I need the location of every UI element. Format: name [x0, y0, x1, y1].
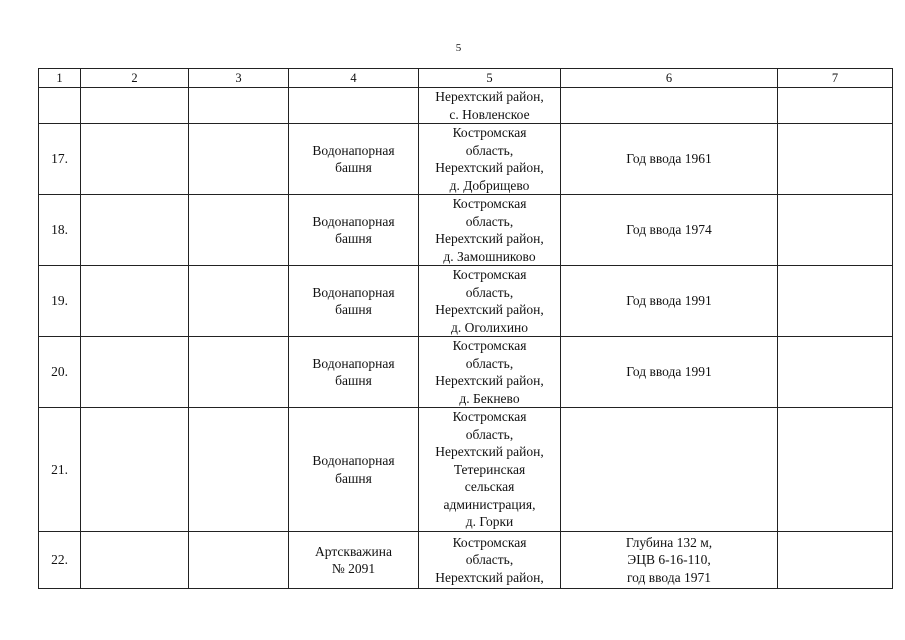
row-number: 17. [39, 124, 81, 195]
object-name [289, 88, 419, 124]
object-name: Артскважина № 2091 [289, 532, 419, 589]
objects-table [38, 68, 893, 589]
column-header: 2 [81, 69, 189, 88]
cell-col3 [189, 88, 289, 124]
table-row [39, 266, 893, 337]
cell-col7 [778, 124, 893, 195]
cell-col2 [81, 337, 189, 408]
row-number: 18. [39, 195, 81, 266]
cell-col7 [778, 408, 893, 532]
object-info: Год ввода 1991 [561, 337, 778, 408]
cell-col3 [189, 266, 289, 337]
object-info: Год ввода 1974 [561, 195, 778, 266]
table-row [39, 532, 893, 589]
object-address: Костромская область, Нерехтский район, Тетеринская сельская администрация, д. Горки [419, 408, 561, 532]
row-number: 19. [39, 266, 81, 337]
cell-col7 [778, 532, 893, 589]
table-row [39, 88, 893, 124]
object-info [561, 88, 778, 124]
cell-col2 [81, 532, 189, 589]
column-header: 1 [39, 69, 81, 88]
cell-col2 [81, 88, 189, 124]
cell-col3 [189, 337, 289, 408]
cell-col3 [189, 195, 289, 266]
object-info [561, 408, 778, 532]
cell-col2 [81, 195, 189, 266]
object-address: Костромская область, Нерехтский район, д. Бекнево [419, 337, 561, 408]
cell-col2 [81, 408, 189, 532]
cell-col7 [778, 337, 893, 408]
object-info: Год ввода 1961 [561, 124, 778, 195]
object-name: Водонапорная башня [289, 124, 419, 195]
cell-col7 [778, 88, 893, 124]
column-number-row [39, 69, 893, 88]
cell-col7 [778, 195, 893, 266]
object-name: Водонапорная башня [289, 408, 419, 532]
object-info: Глубина 132 м, ЭЦВ 6-16-110, год ввода 1971 [561, 532, 778, 589]
object-name: Водонапорная башня [289, 266, 419, 337]
object-address: Костромская область, Нерехтский район, д. Оголихино [419, 266, 561, 337]
cell-col2 [81, 266, 189, 337]
object-address: Нерехтский район, с. Новленское [419, 88, 561, 124]
cell-col3 [189, 532, 289, 589]
cell-col3 [189, 408, 289, 532]
page-number: 5 [455, 42, 462, 54]
cell-col3 [189, 124, 289, 195]
row-number [39, 88, 81, 124]
column-header: 4 [289, 69, 419, 88]
column-header: 6 [561, 69, 778, 88]
cell-col2 [81, 124, 189, 195]
table-row [39, 195, 893, 266]
column-header: 5 [419, 69, 561, 88]
table-row [39, 408, 893, 532]
row-number: 20. [39, 337, 81, 408]
object-name: Водонапорная башня [289, 195, 419, 266]
row-number: 21. [39, 408, 81, 532]
row-number: 22. [39, 532, 81, 589]
object-address: Костромская область, Нерехтский район, д. Замошниково [419, 195, 561, 266]
column-header: 3 [189, 69, 289, 88]
cell-col7 [778, 266, 893, 337]
object-name: Водонапорная башня [289, 337, 419, 408]
object-info: Год ввода 1991 [561, 266, 778, 337]
table-row [39, 337, 893, 408]
column-header: 7 [778, 69, 893, 88]
table-row [39, 124, 893, 195]
object-address: Костромская область, Нерехтский район, д. Добрищево [419, 124, 561, 195]
object-address: Костромская область, Нерехтский район, [419, 532, 561, 589]
